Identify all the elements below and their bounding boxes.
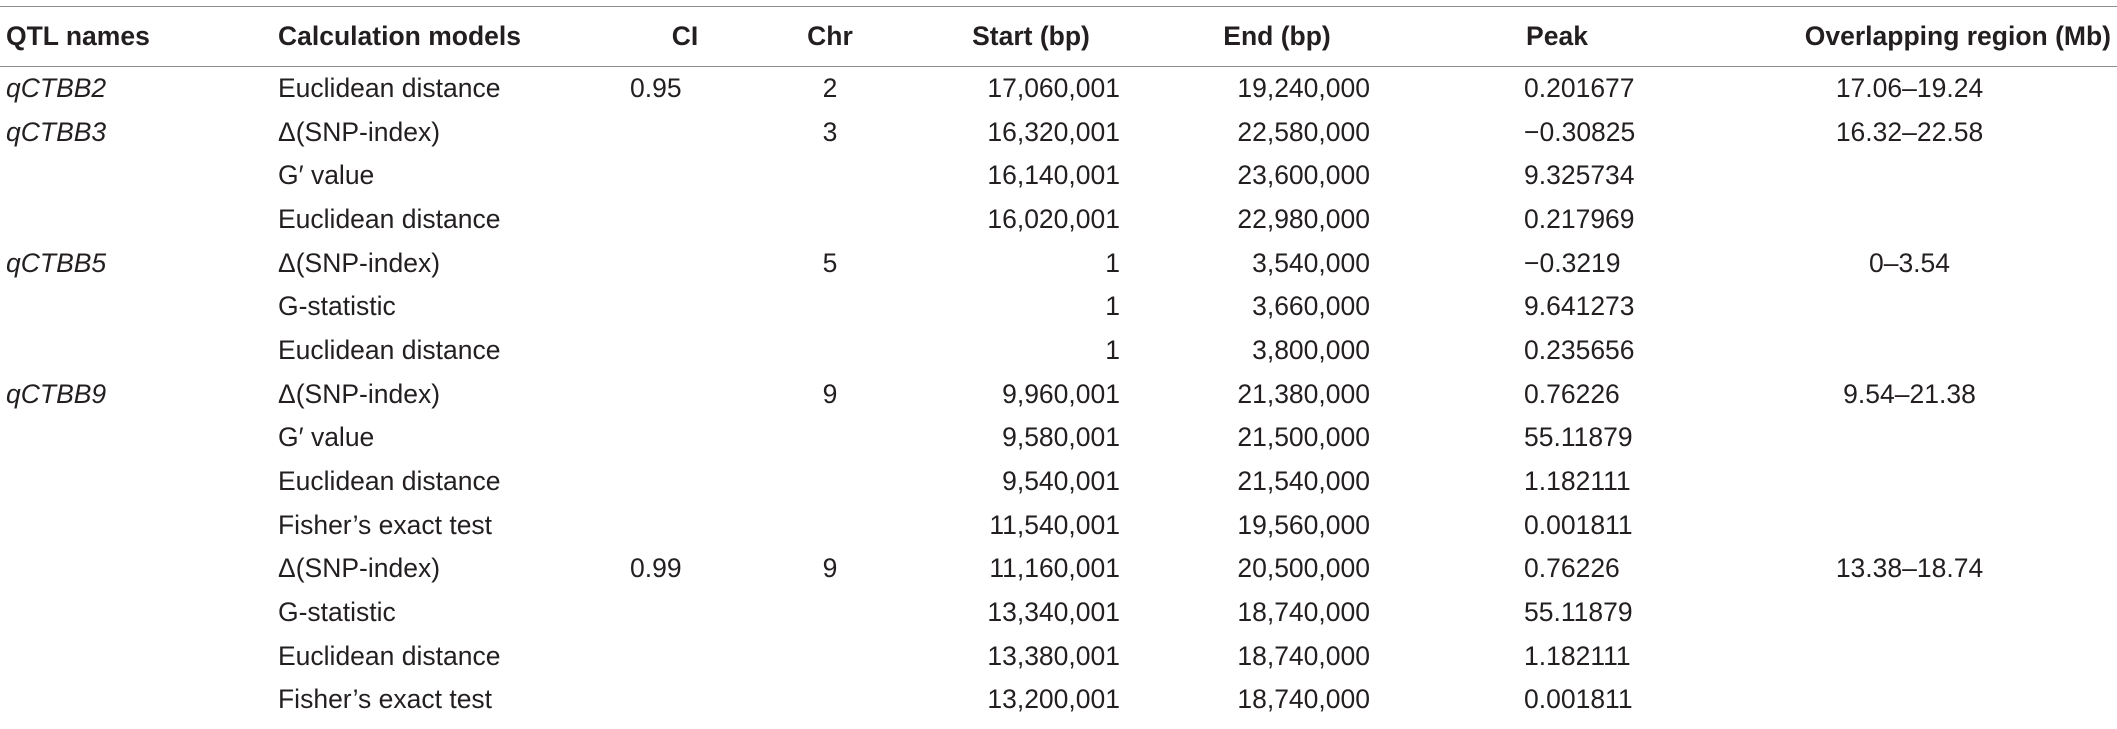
qtl-name-cell	[0, 329, 276, 373]
ci-cell: 0.99	[630, 553, 682, 584]
ci-cell	[626, 198, 740, 242]
overlapping-region-cell	[1702, 154, 2117, 198]
table-row	[0, 329, 2117, 373]
ci-cell	[626, 110, 740, 154]
end-bp-cell: 21,540,000	[1237, 466, 1370, 497]
overlapping-region-cell	[1702, 285, 2117, 329]
calculation-model-cell: Fisher’s exact test	[278, 509, 493, 540]
start-bp-cell: 11,160,001	[989, 553, 1120, 584]
calculation-model-cell: Euclidean distance	[278, 640, 501, 671]
overlapping-region-cell: 9.54–21.38	[1843, 378, 1976, 409]
calculation-model-cell: Δ(SNP-index)	[278, 116, 441, 147]
header-end: End (bp)	[1142, 7, 1412, 67]
start-bp-cell: 11,540,001	[989, 509, 1120, 540]
chr-cell	[740, 329, 920, 373]
peak-cell: 1.182111	[1524, 466, 1631, 497]
peak-cell: 0.001811	[1524, 684, 1633, 715]
chr-cell	[740, 503, 920, 547]
table-row	[0, 547, 2117, 591]
qtl-name-cell: qCTBB3	[6, 116, 107, 147]
qtl-name-cell	[0, 547, 276, 591]
start-bp-cell: 1	[1105, 334, 1120, 365]
ci-cell	[626, 372, 740, 416]
calculation-model-cell: G-statistic	[278, 597, 396, 628]
overlapping-region-cell: 13.38–18.74	[1835, 553, 1984, 584]
table-row	[0, 110, 2117, 154]
table-row	[0, 503, 2117, 547]
ci-cell	[626, 285, 740, 329]
chr-cell: 9	[822, 378, 838, 409]
calculation-model-cell: Euclidean distance	[278, 73, 501, 104]
chr-cell	[740, 678, 920, 722]
start-bp-cell: 13,340,001	[987, 597, 1120, 628]
header-chr: Chr	[740, 7, 920, 67]
peak-cell: 9.325734	[1524, 160, 1635, 191]
start-bp-cell: 16,320,001	[987, 116, 1120, 147]
table-row	[0, 416, 2117, 460]
peak-cell: −0.30825	[1524, 116, 1636, 147]
start-bp-cell: 9,960,001	[1002, 378, 1120, 409]
calculation-model-cell: G′ value	[278, 160, 375, 191]
table-header	[0, 7, 2117, 67]
qtl-name-cell	[0, 154, 276, 198]
qtl-name-cell	[0, 591, 276, 635]
header-calculation-models: Calculation models	[276, 7, 626, 67]
overlapping-region-cell	[1702, 678, 2117, 722]
start-bp-cell: 13,380,001	[987, 640, 1120, 671]
ci-cell	[626, 591, 740, 635]
table-row	[0, 634, 2117, 678]
calculation-model-cell: Euclidean distance	[278, 203, 501, 234]
table-row	[0, 285, 2117, 329]
end-bp-cell: 20,500,000	[1237, 553, 1370, 584]
peak-cell: 9.641273	[1524, 291, 1635, 322]
calculation-model-cell: G-statistic	[278, 291, 396, 322]
overlapping-region-cell: 17.06–19.24	[1835, 73, 1984, 104]
ci-cell	[626, 678, 740, 722]
header-peak: Peak	[1412, 7, 1702, 67]
chr-cell	[740, 198, 920, 242]
header-overlapping-region: Overlapping region (Mb)	[1702, 7, 2117, 67]
chr-cell: 2	[822, 73, 838, 104]
table-row	[0, 67, 2117, 111]
chr-cell	[740, 154, 920, 198]
table-row	[0, 154, 2117, 198]
end-bp-cell: 3,540,000	[1252, 247, 1370, 278]
table-body	[0, 67, 2117, 722]
start-bp-cell: 16,020,001	[987, 203, 1120, 234]
calculation-model-cell: Δ(SNP-index)	[278, 247, 441, 278]
start-bp-cell: 9,580,001	[1002, 422, 1120, 453]
end-bp-cell: 18,740,000	[1237, 640, 1370, 671]
end-bp-cell: 22,980,000	[1237, 203, 1370, 234]
chr-cell: 3	[822, 116, 838, 147]
end-bp-cell: 19,560,000	[1237, 509, 1370, 540]
end-bp-cell: 18,740,000	[1237, 597, 1370, 628]
calculation-model-cell: Euclidean distance	[278, 334, 501, 365]
chr-cell	[740, 416, 920, 460]
qtl-name-cell	[0, 634, 276, 678]
qtl-name-cell: qCTBB2	[6, 73, 107, 104]
qtl-table	[0, 6, 2117, 722]
calculation-model-cell: Δ(SNP-index)	[278, 378, 441, 409]
table-row	[0, 460, 2117, 504]
start-bp-cell: 13,200,001	[987, 684, 1120, 715]
overlapping-region-cell	[1702, 416, 2117, 460]
start-bp-cell: 1	[1105, 291, 1120, 322]
peak-cell: −0.3219	[1524, 247, 1621, 278]
header-ci: CI	[626, 7, 740, 67]
chr-cell	[740, 460, 920, 504]
overlapping-region-cell	[1702, 503, 2117, 547]
overlapping-region-cell	[1702, 634, 2117, 678]
chr-cell	[740, 591, 920, 635]
ci-cell	[626, 416, 740, 460]
end-bp-cell: 3,800,000	[1252, 334, 1370, 365]
chr-cell: 5	[822, 247, 838, 278]
qtl-name-cell	[0, 285, 276, 329]
overlapping-region-cell	[1702, 460, 2117, 504]
calculation-model-cell: Fisher’s exact test	[278, 684, 493, 715]
table-row	[0, 372, 2117, 416]
header-qtl-names: QTL names	[0, 7, 276, 67]
calculation-model-cell: Euclidean distance	[278, 466, 501, 497]
end-bp-cell: 22,580,000	[1237, 116, 1370, 147]
table-row	[0, 591, 2117, 635]
ci-cell	[626, 154, 740, 198]
qtl-name-cell	[0, 198, 276, 242]
header-row	[0, 7, 2117, 67]
chr-cell: 9	[822, 553, 838, 584]
peak-cell: 1.182111	[1524, 640, 1631, 671]
table-row	[0, 678, 2117, 722]
peak-cell: 55.11879	[1524, 597, 1633, 628]
peak-cell: 55.11879	[1524, 422, 1633, 453]
ci-cell	[626, 460, 740, 504]
start-bp-cell: 17,060,001	[987, 73, 1120, 104]
end-bp-cell: 3,660,000	[1252, 291, 1370, 322]
ci-cell	[626, 503, 740, 547]
peak-cell: 0.76226	[1524, 378, 1620, 409]
header-start: Start (bp)	[920, 7, 1142, 67]
start-bp-cell: 16,140,001	[987, 160, 1120, 191]
table-row	[0, 241, 2117, 285]
peak-cell: 0.235656	[1524, 334, 1635, 365]
end-bp-cell: 19,240,000	[1237, 73, 1370, 104]
end-bp-cell: 21,380,000	[1237, 378, 1370, 409]
calculation-model-cell: Δ(SNP-index)	[278, 553, 441, 584]
qtl-name-cell	[0, 460, 276, 504]
qtl-name-cell	[0, 678, 276, 722]
overlapping-region-cell	[1702, 198, 2117, 242]
calculation-model-cell: G′ value	[278, 422, 375, 453]
qtl-name-cell: qCTBB9	[6, 378, 107, 409]
end-bp-cell: 21,500,000	[1237, 422, 1370, 453]
peak-cell: 0.201677	[1524, 73, 1635, 104]
ci-cell	[626, 634, 740, 678]
peak-cell: 0.217969	[1524, 203, 1635, 234]
qtl-name-cell: qCTBB5	[6, 247, 107, 278]
start-bp-cell: 9,540,001	[1002, 466, 1120, 497]
end-bp-cell: 18,740,000	[1237, 684, 1370, 715]
chr-cell	[740, 634, 920, 678]
end-bp-cell: 23,600,000	[1237, 160, 1370, 191]
qtl-name-cell	[0, 416, 276, 460]
table-row	[0, 198, 2117, 242]
overlapping-region-cell: 0–3.54	[1868, 247, 1951, 278]
overlapping-region-cell	[1702, 329, 2117, 373]
chr-cell	[740, 285, 920, 329]
overlapping-region-cell	[1702, 591, 2117, 635]
qtl-name-cell	[0, 503, 276, 547]
start-bp-cell: 1	[1105, 247, 1120, 278]
ci-cell	[626, 329, 740, 373]
peak-cell: 0.001811	[1524, 509, 1633, 540]
overlapping-region-cell: 16.32–22.58	[1835, 116, 1984, 147]
peak-cell: 0.76226	[1524, 553, 1620, 584]
ci-cell: 0.95	[630, 73, 682, 104]
ci-cell	[626, 241, 740, 285]
